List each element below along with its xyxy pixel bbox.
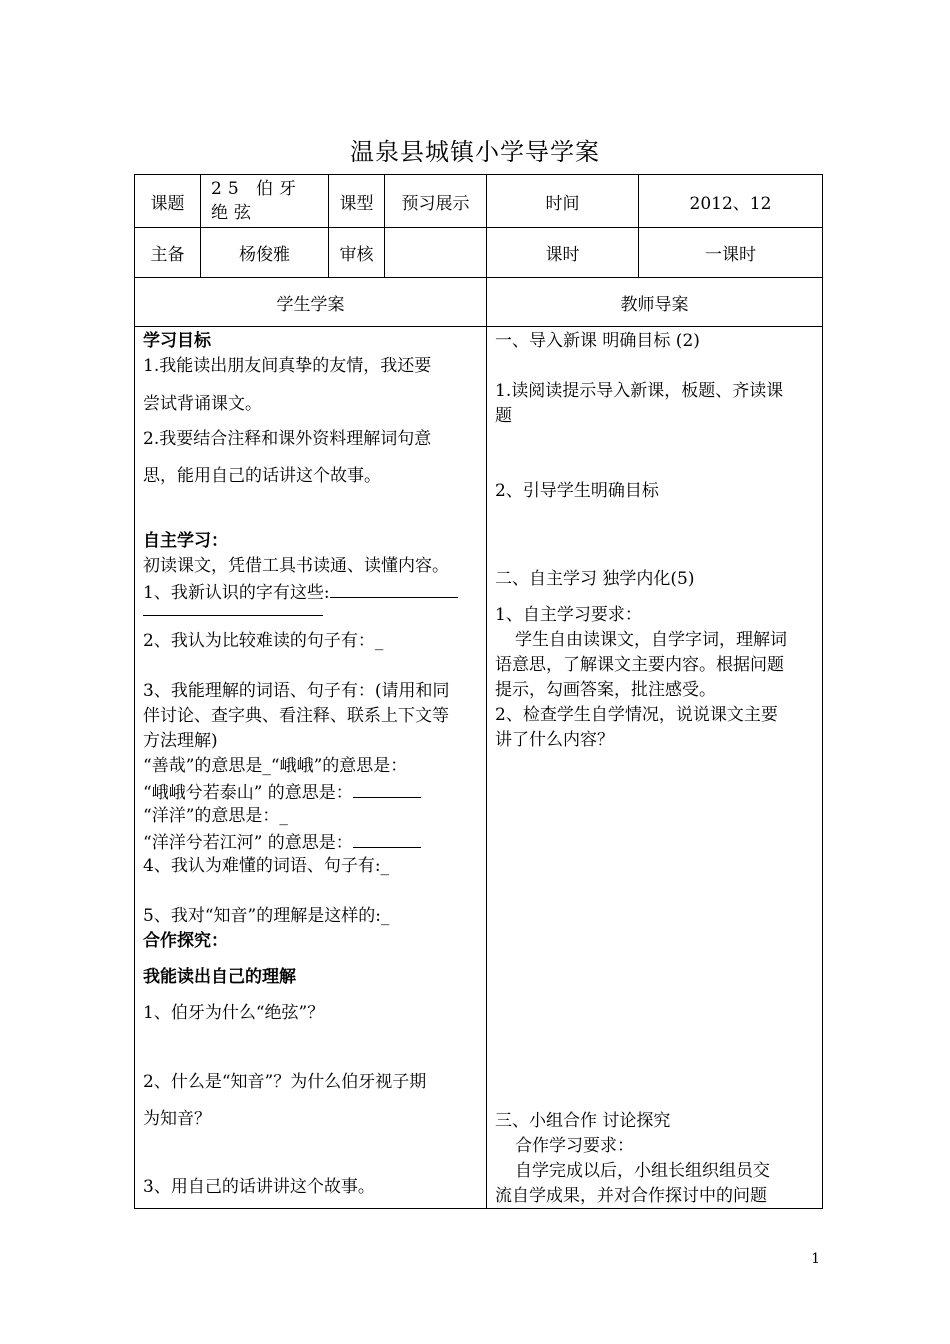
question-1-continuation bbox=[143, 599, 478, 623]
word-meaning-4-text: “洋洋兮若江河” 的意思是： bbox=[143, 833, 353, 853]
lesson-plan-table bbox=[134, 174, 823, 1209]
period-value: 一课时 bbox=[639, 228, 823, 278]
word-meaning-3: “洋洋”的意思是：_ bbox=[143, 806, 288, 826]
cooperation-subheading: 我能读出自己的理解 bbox=[143, 967, 296, 987]
period-label: 课时 bbox=[487, 228, 639, 278]
section-1-item-1-line-2: 题 bbox=[495, 406, 512, 426]
word-meaning-4-blank[interactable] bbox=[353, 829, 421, 848]
type-label: 课型 bbox=[329, 175, 385, 228]
section-3-requirement: 合作学习要求： bbox=[515, 1136, 634, 1156]
coop-question-2-line-2: 为知音？ bbox=[143, 1109, 211, 1129]
question-5: 5、我对“知音”的理解是这样的:_ bbox=[143, 906, 390, 926]
cooperation-heading: 合作探究： bbox=[143, 931, 228, 951]
prep-value: 杨俊雅 bbox=[201, 228, 329, 278]
teacher-column-heading: 教师导案 bbox=[487, 278, 823, 327]
self-study-heading: 自主学习： bbox=[143, 531, 228, 551]
question-3-line-2: 伴讨论、查字典、看注释、联系上下文等 bbox=[143, 706, 449, 726]
section-2-heading: 二、自主学习 独学内化(5) bbox=[495, 569, 695, 589]
goal-2-line-1: 2.我要结合注释和课外资料理解词句意 bbox=[143, 429, 432, 449]
word-meaning-2-text: “峨峨兮若泰山” 的意思是： bbox=[143, 783, 353, 803]
coop-question-3: 3、用自己的话讲讲这个故事。 bbox=[143, 1177, 375, 1197]
section-1-item-1-line-1: 1.读阅读提示导入新课，板题、齐读课 bbox=[495, 381, 784, 401]
goal-1-line-1: 1.我能读出朋友间真挚的友情，我还要 bbox=[143, 356, 432, 376]
goal-2-line-2: 思，能用自己的话讲这个故事。 bbox=[143, 466, 381, 486]
section-2-check-line-1: 2、检查学生自学情况，说说课文主要 bbox=[495, 705, 778, 725]
section-2-para-line-2: 语意思，了解课文主要内容。根据问题 bbox=[495, 655, 784, 675]
topic-label: 课题 bbox=[135, 175, 201, 228]
prep-label: 主备 bbox=[135, 228, 201, 278]
section-2-check-line-2: 讲了什么内容？ bbox=[495, 730, 614, 750]
section-3-para-line-2: 流自学成果，并对合作探讨中的问题 bbox=[495, 1186, 767, 1206]
goal-heading: 学习目标 bbox=[143, 331, 211, 351]
question-1-blank[interactable] bbox=[330, 579, 458, 598]
section-3-heading: 三、小组合作 讨论探究 bbox=[495, 1111, 671, 1131]
header-row-2 bbox=[135, 228, 823, 278]
word-meaning-4 bbox=[143, 829, 478, 855]
self-study-intro: 初读课文，凭借工具书读通、读懂内容。 bbox=[143, 556, 449, 576]
document-title: 温泉县城镇小学导学案 bbox=[350, 138, 600, 166]
section-2-requirement: 1、自主学习要求： bbox=[495, 605, 642, 625]
section-1-heading: 一、导入新课 明确目标 (2) bbox=[495, 331, 700, 351]
type-value: 预习展示 bbox=[385, 175, 487, 228]
coop-question-1: 1、伯牙为什么“绝弦”？ bbox=[143, 1003, 325, 1023]
teacher-plan bbox=[487, 327, 823, 1209]
header-row-1 bbox=[135, 175, 823, 228]
coop-question-2-line-1: 2、什么是“知音”？为什么伯牙视子期 bbox=[143, 1072, 427, 1092]
question-2: 2、我认为比较难读的句子有：_ bbox=[143, 631, 384, 651]
page-number: 1 bbox=[811, 1251, 820, 1267]
review-label: 审核 bbox=[329, 228, 385, 278]
word-meaning-2 bbox=[143, 779, 478, 805]
section-1-item-2: 2、引导学生明确目标 bbox=[495, 481, 659, 501]
review-value bbox=[385, 228, 487, 278]
question-3-line-3: 方法理解) bbox=[143, 731, 218, 751]
section-2-para-line-1: 学生自由读课文，自学字词，理解词 bbox=[515, 630, 787, 650]
student-plan bbox=[135, 327, 487, 1209]
word-meaning-2-blank[interactable] bbox=[353, 779, 421, 798]
content-row bbox=[135, 327, 823, 1209]
question-3-line-1: 3、我能理解的词语、句子有：(请用和同 bbox=[143, 681, 450, 701]
section-3-para-line-1: 自学完成以后，小组长组织组员交 bbox=[515, 1161, 770, 1181]
time-value: 2012、12 bbox=[639, 175, 823, 228]
student-column-heading: 学生学案 bbox=[135, 278, 487, 327]
question-1-text: 1、我新认识的字有这些: bbox=[143, 583, 330, 603]
question-4: 4、我认为难懂的词语、句子有:_ bbox=[143, 856, 390, 876]
word-meaning-1: “善哉”的意思是_“峨峨”的意思是： bbox=[143, 756, 408, 776]
column-header-row bbox=[135, 278, 823, 327]
time-label: 时间 bbox=[487, 175, 639, 228]
goal-1-line-2: 尝试背诵课文。 bbox=[143, 394, 262, 414]
section-2-para-line-3: 提示，勾画答案，批注感受。 bbox=[495, 680, 716, 700]
question-1-blank-2[interactable] bbox=[143, 603, 323, 616]
topic-value: 25 伯牙绝弦 bbox=[201, 175, 329, 228]
